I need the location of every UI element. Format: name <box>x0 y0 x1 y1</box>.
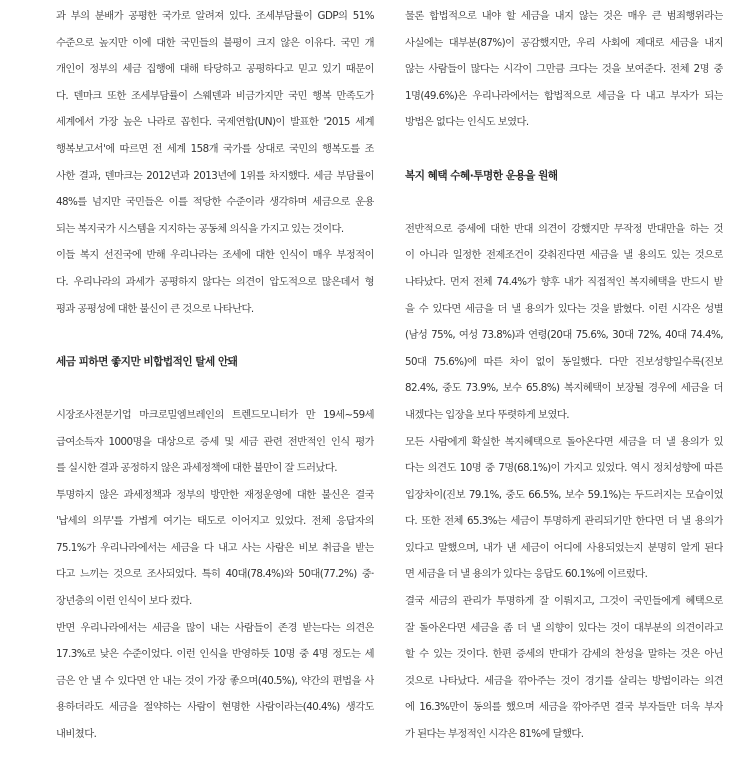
text-line: (남성 75%, 여성 73.8%)과 연령(20대 75.6%, 30대 72%, 40대 74.4%, <box>405 329 723 342</box>
text-line: 시장조사전문기업 마크로밀엠브레인의 트렌드모니터가 만 19세~59세 <box>56 408 374 421</box>
text-line: 내겠다는 입장을 보다 뚜렷하게 보였다. <box>405 408 569 421</box>
text-line: 것으로 나타났다. 세금을 깎아주는 것이 경기를 살리는 방법이라는 의견 <box>405 674 723 687</box>
text-line: 50대 75.6%)에 따른 차이 없이 동일했다. 다만 진보성향일수록(진보 <box>405 355 723 368</box>
text-line: 개인이 정부의 세금 집행에 대해 타당하고 공평하다고 믿고 있기 때문이 <box>56 63 374 76</box>
spacer <box>56 375 374 402</box>
text-line: 투명하지 않은 과세정책과 정부의 방만한 재정운영에 대한 불신은 결국 <box>56 488 374 501</box>
paragraph <box>56 615 374 748</box>
text-line: 잘 돌아온다면 세금을 좀 더 낼 의향이 있다는 것이 대부분의 의견이라고 <box>405 621 723 634</box>
paragraph <box>405 216 723 429</box>
text-line: 다는 의견도 10명 중 7명(68.1%)이 가지고 있었다. 역시 정치성향에 따른 <box>405 462 723 475</box>
section-heading: 복지 혜택 수혜·투명한 운용을 원해 <box>405 169 558 182</box>
text-line: 이 아니라 일정한 전제조건이 갖춰진다면 세금을 낼 용의도 있는 것으로 <box>405 249 723 262</box>
paragraph <box>405 588 723 748</box>
text-line: 면 세금을 더 낼 용의가 있다는 응답도 60.1%에 이르렀다. <box>405 568 648 581</box>
text-line: 할 수 있는 것이다. 한편 증세의 반대가 감세의 찬성을 말하는 것은 아닌 <box>405 648 723 661</box>
spacer <box>56 322 374 349</box>
text-line: 내비쳤다. <box>56 728 97 741</box>
text-line: 급여소득자 1000명을 대상으로 증세 및 세금 관련 전반적인 인식 평가 <box>56 435 374 448</box>
text-line: 다. 우리나라의 과세가 공평하지 않다는 의견이 압도적으로 많은데서 형 <box>56 275 374 288</box>
text-line: 않는 사람들이 많다는 시각이 그만큼 크다는 것을 보여준다. 전체 2명 중 <box>405 63 723 76</box>
article-column-left <box>56 3 374 748</box>
text-line: 다. 덴마크 또한 조세부담률이 스웨덴과 비금가지만 국민 행복 만족도가 <box>56 89 374 102</box>
text-line: 전반적으로 증세에 대한 반대 의견이 강했지만 무작정 반대만을 하는 것 <box>405 222 723 235</box>
text-line: 과 부의 분배가 공평한 국가로 알려져 있다. 조세부담률이 GDP의 51% <box>56 10 374 22</box>
text-line: 장년층의 이런 인식이 보다 컸다. <box>56 595 192 608</box>
paragraph <box>56 242 374 322</box>
text-line: 1명(49.6%)은 우리나라에서는 합법적으로 세금을 다 내고 부자가 되는 <box>405 89 723 102</box>
text-line: 사한 결과, 덴마크는 2012년과 2013년에 1위를 차지했다. 세금 부담률이 <box>56 169 374 182</box>
text-line: 수준으로 높지만 이에 대한 국민들의 불평이 크지 않은 이유다. 국민 개 <box>56 36 374 49</box>
text-line: 에 16.3%만이 동의를 했으며 세금을 깎아주면 결국 부자들만 더욱 부자 <box>405 701 723 714</box>
paragraph <box>56 3 374 242</box>
text-line: 82.4%, 중도 73.9%, 보수 65.8%) 복지혜택이 보장될 경우에 세금을 더 <box>405 382 723 395</box>
text-line: 17.3%로 낮은 수준이었다. 이런 인식을 반영하듯 10명 중 4명 정도는 세 <box>56 648 374 661</box>
text-line: 사실에는 대부분(87%)이 공감했지만, 우리 사회에 제대로 세금을 내지 <box>405 36 723 49</box>
text-line: 모든 사람에게 확실한 복지혜택으로 돌아온다면 세금을 더 낼 용의가 있 <box>405 435 723 448</box>
text-line: 있다고 말했으며, 내가 낸 세금이 어디에 사용되었는지 분명히 알게 된다 <box>405 541 723 554</box>
spacer <box>405 189 723 216</box>
text-line: 를 실시한 결과 공정하지 않은 과세정책에 대한 불만이 잘 드러났다. <box>56 462 337 475</box>
text-line: 물론 합법적으로 내야 할 세금을 내지 않는 것은 매우 큰 범죄행위라는 <box>405 10 723 22</box>
text-line: 용하더라도 세금을 절약하는 사람이 현명한 사람이라는(40.4%) 생각도 <box>56 701 374 714</box>
text-line: 행복보고서'에 따르면 전 세계 158개 국가를 상대로 국민의 행복도를 조 <box>56 142 374 155</box>
text-line: 이들 복지 선진국에 반해 우리나라는 조세에 대한 인식이 매우 부정적이 <box>56 249 374 262</box>
paragraph <box>56 482 374 615</box>
text-line: 가 된다는 부정적인 시각은 81%에 달했다. <box>405 728 584 741</box>
paragraph <box>405 429 723 589</box>
paragraph <box>405 3 723 136</box>
section-heading: 세금 피하면 좋지만 비합법적인 탈세 안돼 <box>56 355 238 368</box>
text-line: 세계에서 가장 높은 나라로 꼽힌다. 국제연합(UN)이 발표한 '2015 세계 <box>56 116 374 129</box>
text-line: 반면 우리나라에서는 세금을 많이 내는 사람들이 존경 받는다는 의견은 <box>56 621 374 634</box>
text-line: 금은 안 낼 수 있다면 안 내는 것이 가장 좋으며(40.5%), 약간의 편법을 사 <box>56 674 374 687</box>
text-line: 을 수 있다면 세금을 더 낼 용의가 있다는 것을 밝혔다. 이런 시각은 성별 <box>405 302 723 315</box>
text-line: 다. 또한 전체 65.3%는 세금이 투명하게 관리되기만 한다면 더 낼 용의가 <box>405 515 723 528</box>
text-line: 75.1%가 우리나라에서는 세금을 다 내고 사는 사람은 비보 취급을 받는 <box>56 541 374 554</box>
text-line: 되는 복지국가 시스템을 지지하는 공동체 의식을 가지고 있는 것이다. <box>56 222 344 235</box>
text-line: 48%를 넘지만 국민들은 이를 적당한 수준이라 생각하며 세금으로 운용 <box>56 196 374 209</box>
text-line: 다고 느끼는 것으로 조사되었다. 특히 40대(78.4%)와 50대(77.2%) 중· <box>56 568 374 581</box>
paragraph <box>56 402 374 482</box>
text-line: 나타났다. 먼저 전체 74.4%가 향후 내가 직접적인 복지혜택을 반드시 받 <box>405 275 723 288</box>
spacer <box>405 136 723 163</box>
text-line: 평과 공평성에 대한 불신이 큰 것으로 나타난다. <box>56 302 254 315</box>
article-column-right <box>405 3 723 748</box>
text-line: 입장차이(진보 79.1%, 중도 66.5%, 보수 59.1%)는 두드러지는 모습이었 <box>405 488 723 501</box>
text-line: '납세의 의무'를 가볍게 여기는 태도로 이어지고 있었다. 전체 응답자의 <box>56 515 374 528</box>
text-line: 결국 세금의 관리가 투명하게 잘 이뤄지고, 그것이 국민들에게 혜택으로 <box>405 595 723 608</box>
text-line: 방법은 없다는 인식도 보였다. <box>405 116 529 129</box>
